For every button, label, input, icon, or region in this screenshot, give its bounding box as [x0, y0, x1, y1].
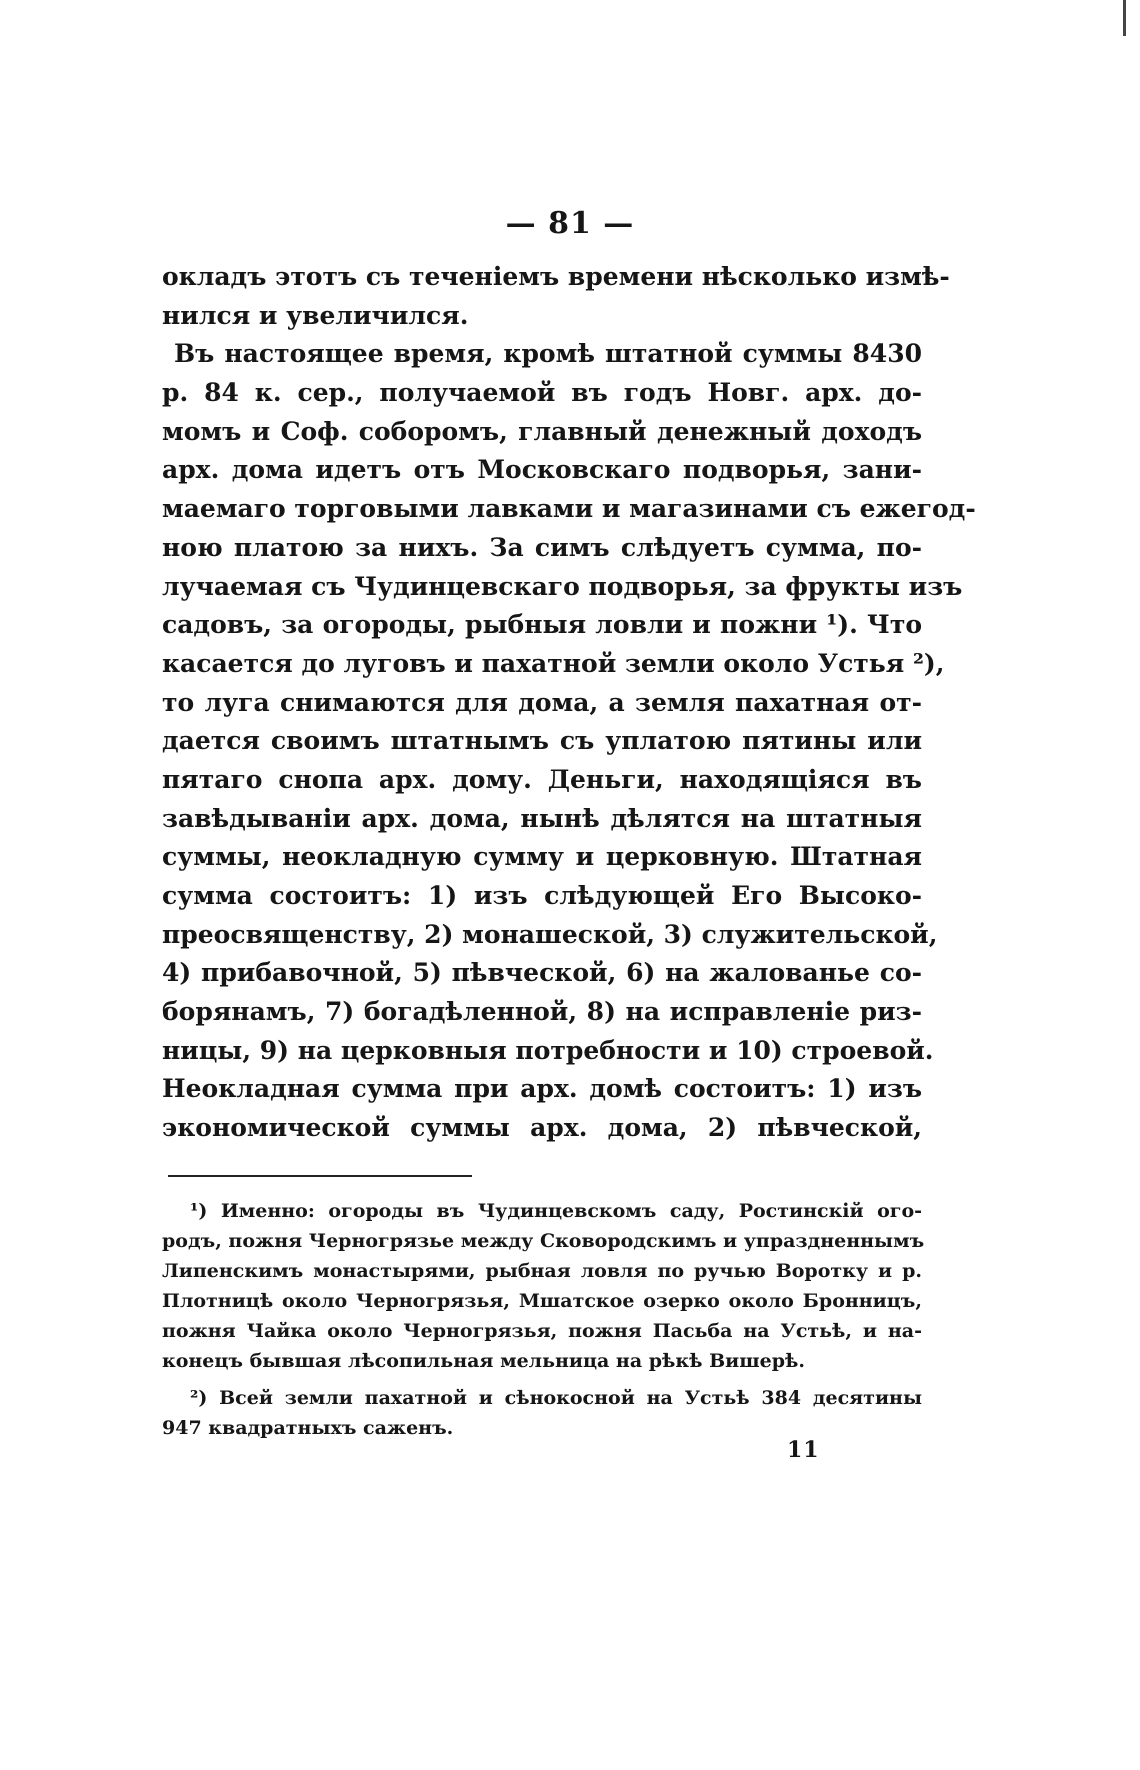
footnotes	[162, 1196, 925, 1443]
page-number: — 81 —	[505, 206, 635, 241]
text-line: преосвященству, 2) монашеской, 3) служительской,	[162, 919, 938, 949]
footnote-2-line: ²) Всей земли пахатной и сѣнокосной на Устьѣ 384 десятины	[190, 1387, 922, 1409]
text-line: Въ настоящее время, кромѣ штатной суммы 8430	[174, 339, 922, 369]
footnote-1-line: конецъ бывшая лѣсопильная мельница на рѣкѣ Вишерѣ.	[162, 1350, 806, 1372]
footnote-1-line: родъ, пожня Черногрязье между Сковородскимъ и упраздненнымъ	[162, 1230, 925, 1252]
text-line: Неокладная сумма при арх. домѣ состоитъ: 1) изъ	[162, 1074, 922, 1104]
footnote-1-line: Липенскимъ монастырями, рыбная ловля по ручью Воротку и р.	[162, 1260, 922, 1282]
text-line: нился и увеличился.	[162, 300, 469, 330]
body-text	[162, 258, 976, 1148]
text-line: борянамъ, 7) богадѣленной, 8) на исправленіе риз-	[162, 997, 922, 1027]
text-line: касается до луговъ и пахатной земли около Устья ²),	[162, 648, 945, 678]
text-line: ною платою за нихъ. За симъ слѣдуетъ сумма, по-	[162, 532, 922, 562]
text-line: то луга снимаются для дома, а земля пахатная от-	[162, 687, 922, 717]
footnote-2-line: 947 квадратныхъ саженъ.	[162, 1417, 454, 1439]
text-line: дается своимъ штатнымъ съ уплатою пятины или	[162, 726, 922, 756]
text-line: р. 84 к. сер., получаемой въ годъ Новг. арх. до-	[162, 378, 922, 408]
footnote-1-line: ¹) Именно: огороды въ Чудинцевскомъ саду, Ростинскій ого-	[190, 1200, 922, 1222]
text-line: суммы, неокладную сумму и церковную. Штатная	[162, 842, 922, 872]
signature-mark: 11	[787, 1437, 820, 1463]
text-line: 4) прибавочной, 5) пѣвческой, 6) на жалованье со-	[162, 958, 922, 988]
footnote-1-line: пожня Чайка около Черногрязья, пожня Пасьба на Устьѣ, и на-	[162, 1320, 922, 1342]
text-line: маемаго торговыми лавками и магазинами съ ежегод-	[162, 494, 976, 524]
text-line: садовъ, за огороды, рыбныя ловли и пожни ¹). Что	[162, 610, 922, 640]
text-line: ницы, 9) на церковныя потребности и 10) строевой.	[162, 1035, 934, 1065]
text-line: арх. дома идетъ отъ Московскаго подворья, зани-	[162, 455, 922, 485]
text-line: момъ и Соф. соборомъ, главный денежный доходъ	[162, 416, 922, 446]
footnote-divider	[168, 1175, 472, 1177]
text-line: сумма состоитъ: 1) изъ слѣдующей Его Высоко-	[162, 881, 922, 910]
text-line: завѣдываніи арх. дома, нынѣ дѣлятся на штатныя	[162, 803, 922, 833]
footnote-1-line: Плотницѣ около Черногрязья, Мшатское озерко около Бронницъ,	[162, 1290, 922, 1312]
text-line: лучаемая съ Чудинцевскаго подворья, за фрукты изъ	[162, 571, 963, 601]
text-line: экономической суммы арх. дома, 2) пѣвческой,	[162, 1113, 922, 1143]
text-line: пятаго снопа арх. дому. Деньги, находящіяся въ	[162, 764, 922, 794]
page-edge-mark	[1123, 0, 1126, 36]
text-line: окладъ этотъ съ теченіемъ времени нѣсколько измѣ-	[162, 262, 950, 291]
